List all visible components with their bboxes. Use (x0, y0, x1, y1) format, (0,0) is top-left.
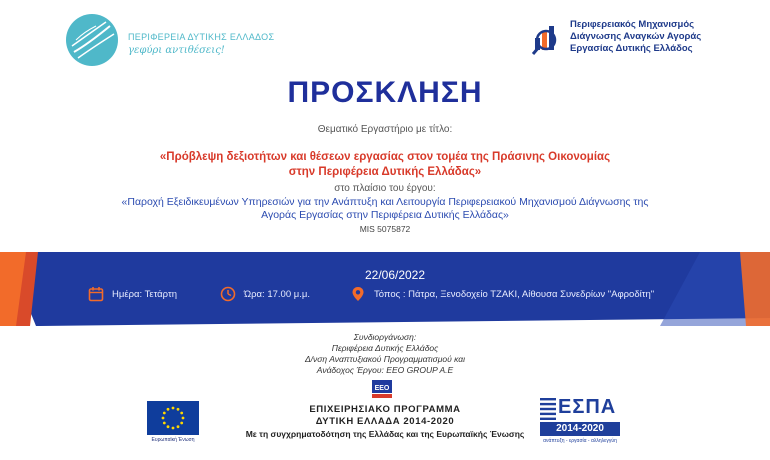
region-logo-name: ΠΕΡΙΦΕΡΕΙΑ ΔΥΤΙΚΗΣ ΕΛΛΑΔΟΣ (128, 32, 275, 42)
event-time: Ώρα: 17.00 μ.μ. (220, 286, 310, 302)
eeo-group-logo (372, 380, 392, 398)
svg-text:EEO: EEO (374, 385, 390, 392)
region-logo-emblem (66, 14, 118, 66)
espa-word: ΕΣΠΑ (558, 396, 617, 418)
location-pin-icon (350, 286, 366, 302)
espa-tagline: ανάπτυξη - εργασία - αλληλεγγύη (543, 438, 617, 444)
bar-chart-magnifier-icon (532, 20, 564, 56)
espa-years: 2014-2020 (540, 422, 620, 436)
organisers: Συνδιοργάνωση: Περιφέρεια Δυτικής Ελλάδος Δ/νση Αναπτυξιακού Προγραμματισμού και Ανάδοχος Έργου: EEO GROUP A.E (304, 332, 466, 375)
event-day: Ημέρα: Τετάρτη (88, 286, 177, 302)
page-title: ΠΡΟΣΚΛΗΣΗ (287, 76, 483, 109)
region-logo-slogan: γεφύρι αντιθέσεις! (128, 45, 225, 56)
subtitle: Θεματικό Εργαστήριο με τίτλο: (317, 124, 453, 135)
programme-text: ΕΠΙΧΕΙΡΗΣΙΑΚΟ ΠΡΟΓΡΑΜΜΑ ΔΥΤΙΚΗ ΕΛΛΑΔΑ 2014-2020 Με τη συγχρηματοδότηση της Ελλάδας και της Ευρωπαϊκής Ένωσης (0, 404, 770, 441)
mechanism-logo (528, 14, 728, 70)
event-date: 22/06/2022 (364, 268, 426, 282)
mis-code: MIS 5075872 (359, 224, 411, 234)
project-title: «Παροχή Εξειδικευμένων Υπηρεσιών για την Ανάπτυξη και Λειτουργία Περιφερειακού Μηχανισμού Διάγνωσης της Αγοράς Εργασίας στην Περιφέρεια Δυτικής Ελλάδας» (121, 196, 649, 221)
region-logo (62, 12, 275, 68)
workshop-title: «Πρόβλεψη δεξιοτήτων και θέσεων εργασίας στον τομέα της Πράσινης Οικονομίας στην Περιφέρεια Δυτικής Ελλάδας» (159, 151, 611, 178)
eu-label: Ευρωπαϊκή Ένωση (151, 437, 195, 443)
espa-logo (540, 396, 620, 446)
clock-icon (220, 286, 236, 302)
mechanism-logo-text: Περιφερειακός Μηχανισμός Διάγνωσης Αναγκών Αγοράς Εργασίας Δυτικής Ελλάδος (570, 19, 702, 54)
event-place: Τόπος : Πάτρα, Ξενοδοχείο ΤΖΑΚΙ, Αίθουσα Συνεδρίων "Αφροδίτη" (350, 286, 654, 302)
calendar-icon (88, 286, 104, 302)
greek-flag-icon (540, 398, 556, 420)
cofunding-text: Με τη συγχρηματοδότηση της Ελλάδας και της Ευρωπαϊκής Ένωσης (245, 429, 525, 439)
context-text: στο πλαίσιο του έργου: (334, 183, 436, 194)
